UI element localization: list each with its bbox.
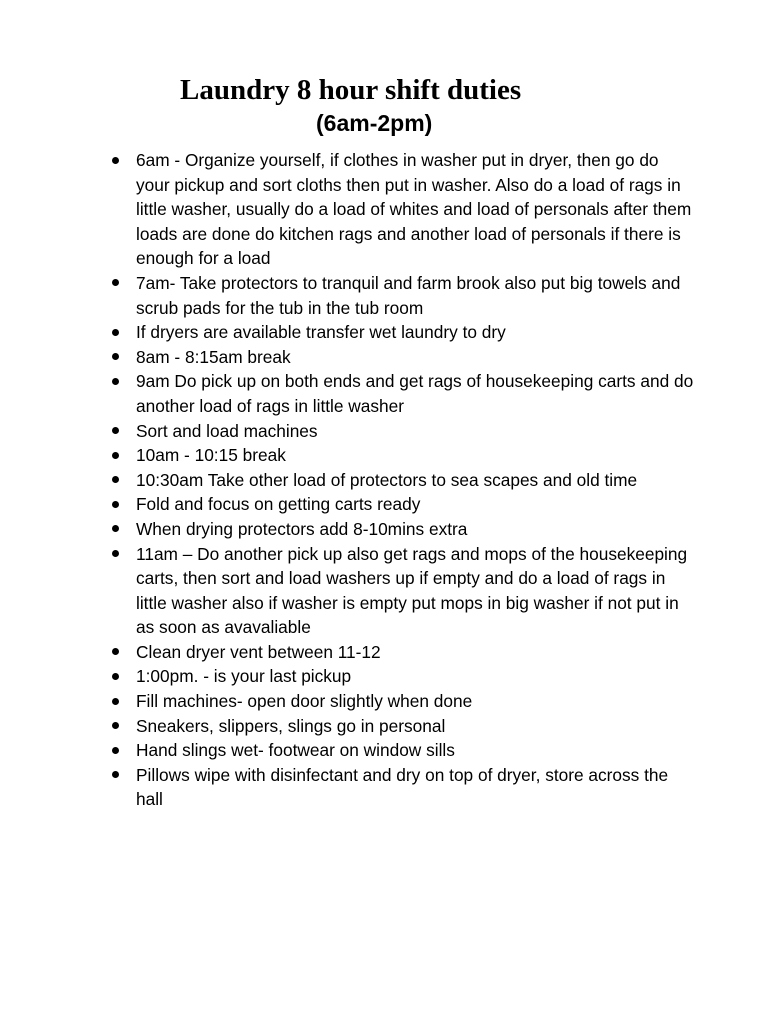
duty-text: 9am Do pick up on both ends and get rags of housekeeping carts and do another load of rags in little washer [136, 371, 694, 416]
duty-text: Pillows wipe with disinfectant and dry on top of dryer, store across the hall [136, 764, 669, 810]
duty-text: When drying protectors add 8-10mins extra [136, 518, 468, 539]
duty-text: 7am- Take protectors to tranquil and farm brook also put big towels and scrub pads for the tub in the tub room [136, 272, 681, 318]
duty-text: Sort and load machines [136, 420, 318, 441]
duty-text: 10:30am Take other load of protectors to sea scapes and old time [136, 469, 638, 490]
list-item [136, 640, 696, 665]
bullet-icon [112, 673, 119, 680]
bullet-icon [112, 452, 119, 459]
bullet-icon [112, 427, 119, 434]
bullet-icon [112, 279, 119, 286]
list-item [136, 271, 696, 320]
list-item [136, 320, 696, 345]
bullet-icon [112, 550, 119, 557]
list-item [136, 542, 696, 640]
duty-text: If dryers are available transfer wet laundry to dry [136, 322, 506, 343]
duty-text: 1:00pm. - is your last pickup [136, 666, 352, 687]
bullet-icon [112, 501, 119, 508]
duty-text: Hand slings wet- footwear on window sills [136, 740, 455, 761]
duty-text: Fold and focus on getting carts ready [136, 494, 421, 515]
bullet-icon [112, 771, 119, 778]
bullet-icon [112, 353, 119, 360]
list-item [136, 714, 696, 739]
duty-text: 11am – Do another pick up also get rags and mops of the housekeeping carts, then sort and load washers up if empty and do a load of rags in little washer also if washer is empty put mops in big washer if not put in as soon as avavaliable [136, 543, 688, 638]
list-item [136, 664, 696, 689]
list-item [136, 689, 696, 714]
list-item [136, 369, 696, 418]
bullet-icon [112, 722, 119, 729]
duty-text: 6am - Organize yourself, if clothes in washer put in dryer, then go do your pickup and sort cloths then put in washer. Also do a load of rags in little washer, usually do a load of whites and load of personals after them loads are done do kitchen rags and another load of personals if there is enough for a load [136, 150, 692, 269]
list-item [136, 443, 696, 468]
bullet-icon [112, 378, 119, 385]
list-item [136, 419, 696, 444]
shift-hours-subtitle: (6am-2pm) [316, 110, 433, 136]
list-item [136, 345, 696, 370]
duty-text: Sneakers, slippers, slings go in personal [136, 715, 446, 736]
duty-list [136, 148, 696, 812]
document-title: Laundry 8 hour shift duties [180, 74, 522, 106]
list-item [136, 517, 696, 542]
duty-text: Fill machines- open door slightly when done [136, 691, 473, 712]
list-item [136, 468, 696, 493]
list-item [136, 763, 696, 812]
duty-text: 10am - 10:15 break [136, 445, 286, 466]
duty-text: Clean dryer vent between 11-12 [136, 641, 381, 662]
list-item [136, 738, 696, 763]
bullet-icon [112, 157, 119, 164]
bullet-icon [112, 648, 119, 655]
bullet-icon [112, 698, 119, 705]
bullet-icon [112, 329, 119, 336]
duty-text: 8am - 8:15am break [136, 346, 291, 367]
list-item [136, 148, 696, 271]
bullet-icon [112, 476, 119, 483]
bullet-icon [112, 747, 119, 754]
list-item [136, 492, 696, 517]
bullet-icon [112, 525, 119, 532]
